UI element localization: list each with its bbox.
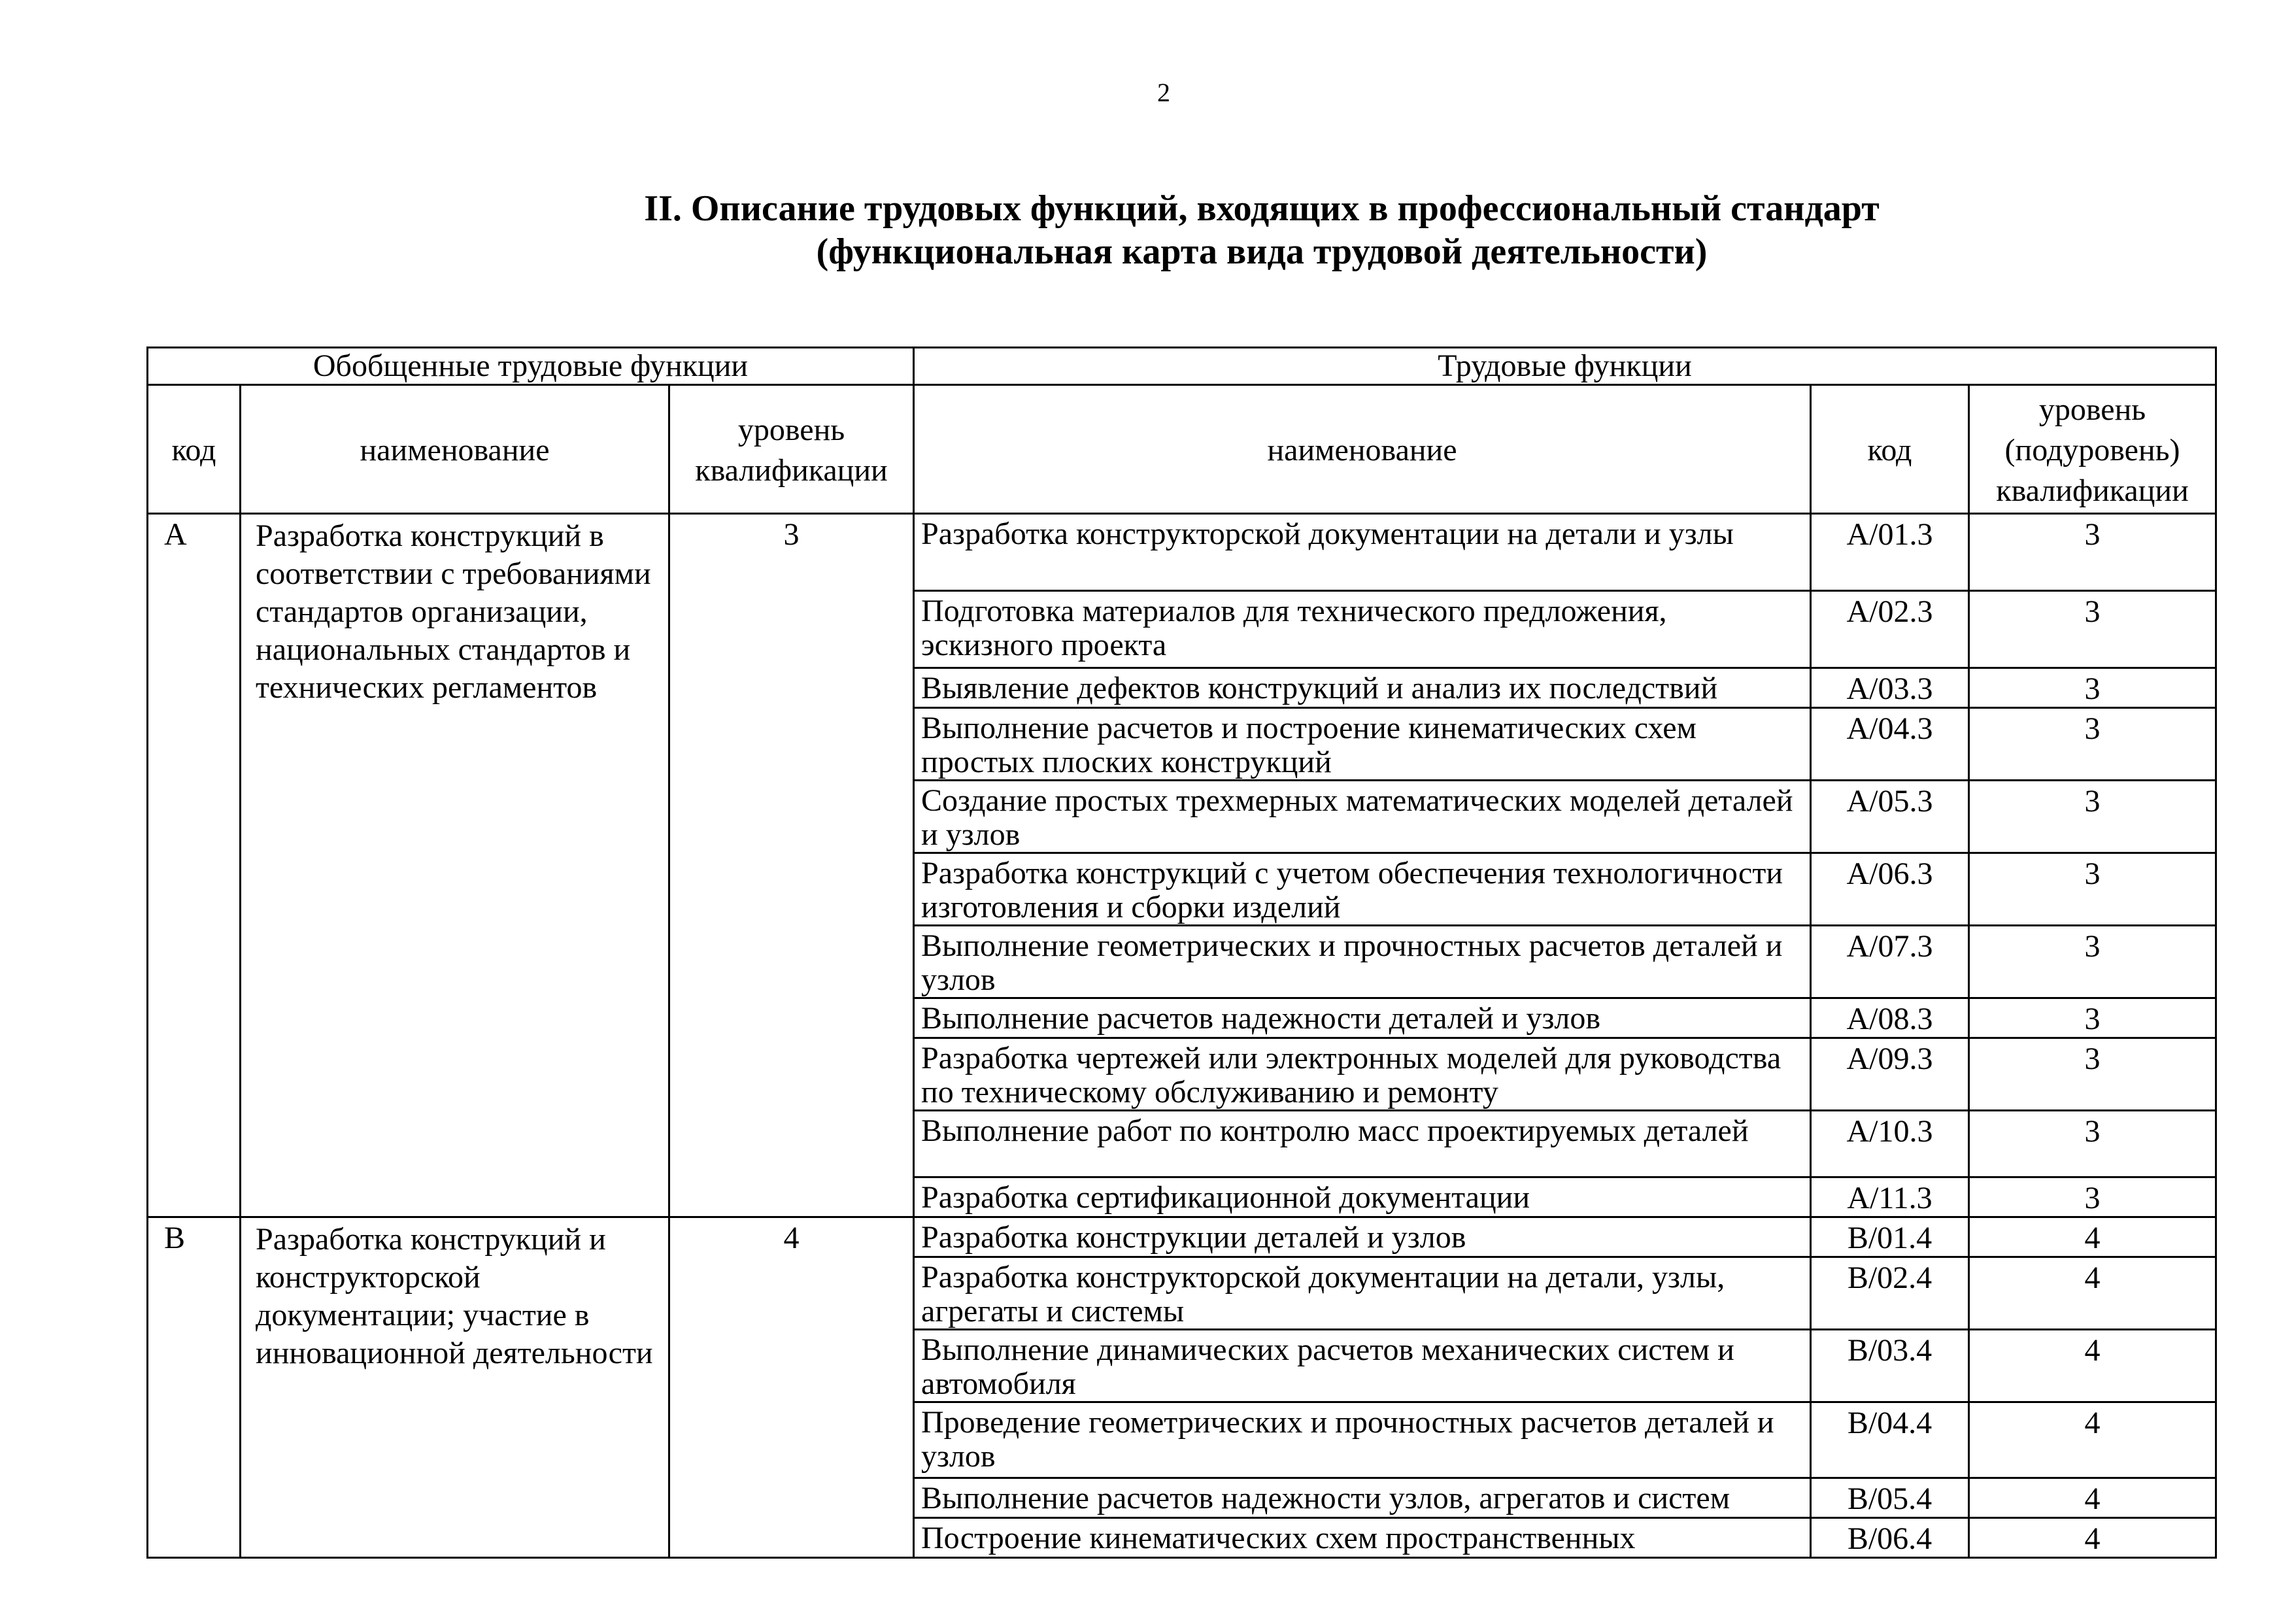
labor-function-name: Создание простых трехмерных математических моделей деталей и узлов [914, 781, 1811, 853]
table-row [148, 514, 2216, 591]
labor-function-code: A/06.3 [1811, 853, 1969, 926]
labor-function-name: Проведение геометрических и прочностных расчетов деталей и узлов [914, 1402, 1811, 1478]
labor-function-name: Выполнение расчетов и построение кинематических схем простых плоских конструкций [914, 708, 1811, 781]
labor-function-level: 3 [1969, 926, 2216, 998]
col-header-function-name: наименование [914, 385, 1811, 514]
labor-function-level: 4 [1969, 1478, 2216, 1518]
labor-function-level: 3 [1969, 998, 2216, 1038]
labor-function-name: Выполнение расчетов надежности деталей и узлов [914, 998, 1811, 1038]
labor-function-code: B/03.4 [1811, 1330, 1969, 1402]
section-subtitle: (функциональная карта вида трудовой деятельности) [816, 231, 1708, 272]
labor-function-level: 3 [1969, 1038, 2216, 1111]
generalized-function-level: 3 [669, 514, 914, 1217]
labor-function-code: A/10.3 [1811, 1111, 1969, 1177]
generalized-function-code: B [148, 1217, 241, 1558]
labor-function-level: 3 [1969, 591, 2216, 668]
col-header-function-level: уровень (подуровень) квалификации [1969, 385, 2216, 514]
col-header-code: код [148, 385, 241, 514]
functional-map-table [146, 347, 2217, 1559]
labor-function-level: 3 [1969, 781, 2216, 853]
generalized-function-level: 4 [669, 1217, 914, 1558]
labor-function-code: B/06.4 [1811, 1518, 1969, 1558]
labor-function-name: Разработка конструкций с учетом обеспечения технологичности изготовления и сборки изделий [914, 853, 1811, 926]
labor-function-name: Разработка чертежей или электронных моделей для руководства по техническому обслуживанию и ремонту [914, 1038, 1811, 1111]
labor-function-name: Разработка конструкторской документации на детали и узлы [914, 514, 1811, 591]
col-header-function-code: код [1811, 385, 1969, 514]
labor-function-level: 4 [1969, 1257, 2216, 1330]
labor-function-name: Разработка сертификационной документации [914, 1177, 1811, 1217]
labor-function-name: Выполнение геометрических и прочностных расчетов деталей и узлов [914, 926, 1811, 998]
labor-function-level: 3 [1969, 514, 2216, 591]
table-row [148, 1217, 2216, 1257]
labor-functions-header: Трудовые функции [914, 348, 2216, 385]
labor-function-code: A/03.3 [1811, 668, 1969, 708]
labor-function-code: A/05.3 [1811, 781, 1969, 853]
labor-function-level: 3 [1969, 1177, 2216, 1217]
labor-function-level: 4 [1969, 1402, 2216, 1478]
labor-function-level: 4 [1969, 1518, 2216, 1558]
labor-function-name: Разработка конструкторской документации на детали, узлы, агрегаты и системы [914, 1257, 1811, 1330]
labor-function-code: B/04.4 [1811, 1402, 1969, 1478]
generalized-function-name: Разработка конструкций и конструкторской документации; участие в инновационной деятельности [241, 1217, 669, 1558]
labor-function-name: Выполнение расчетов надежности узлов, агрегатов и систем [914, 1478, 1811, 1518]
labor-function-code: A/11.3 [1811, 1177, 1969, 1217]
labor-function-level: 3 [1969, 853, 2216, 926]
labor-function-code: A/01.3 [1811, 514, 1969, 591]
labor-function-code: A/02.3 [1811, 591, 1969, 668]
labor-function-code: A/07.3 [1811, 926, 1969, 998]
labor-function-level: 3 [1969, 1111, 2216, 1177]
labor-function-name: Выполнение динамических расчетов механических систем и автомобиля [914, 1330, 1811, 1402]
generalized-function-name: Разработка конструкций в соответствии с требованиями стандартов организации, национальных стандартов и технических регламентов [241, 514, 669, 1217]
section-title: II. Описание трудовых функций, входящих в профессиональный стандарт [644, 188, 1880, 229]
labor-function-level: 3 [1969, 668, 2216, 708]
labor-function-level: 3 [1969, 708, 2216, 781]
labor-function-code: B/05.4 [1811, 1478, 1969, 1518]
table-body [148, 514, 2216, 1558]
labor-function-name: Подготовка материалов для технического предложения, эскизного проекта [914, 591, 1811, 668]
generalized-function-code: A [148, 514, 241, 1217]
page-number: 2 [1157, 78, 1170, 107]
labor-function-name: Построение кинематических схем пространственных [914, 1518, 1811, 1558]
labor-function-code: B/01.4 [1811, 1217, 1969, 1257]
labor-function-name: Разработка конструкции деталей и узлов [914, 1217, 1811, 1257]
labor-function-name: Выполнение работ по контролю масс проектируемых деталей [914, 1111, 1811, 1177]
col-header-name: наименование [241, 385, 669, 514]
labor-function-code: B/02.4 [1811, 1257, 1969, 1330]
labor-function-code: A/04.3 [1811, 708, 1969, 781]
col-header-level: уровень квалификации [669, 385, 914, 514]
labor-function-code: A/08.3 [1811, 998, 1969, 1038]
labor-function-name: Выявление дефектов конструкций и анализ их последствий [914, 668, 1811, 708]
labor-function-level: 4 [1969, 1330, 2216, 1402]
labor-function-code: A/09.3 [1811, 1038, 1969, 1111]
generalized-functions-header: Обобщенные трудовые функции [148, 348, 914, 385]
labor-function-level: 4 [1969, 1217, 2216, 1257]
